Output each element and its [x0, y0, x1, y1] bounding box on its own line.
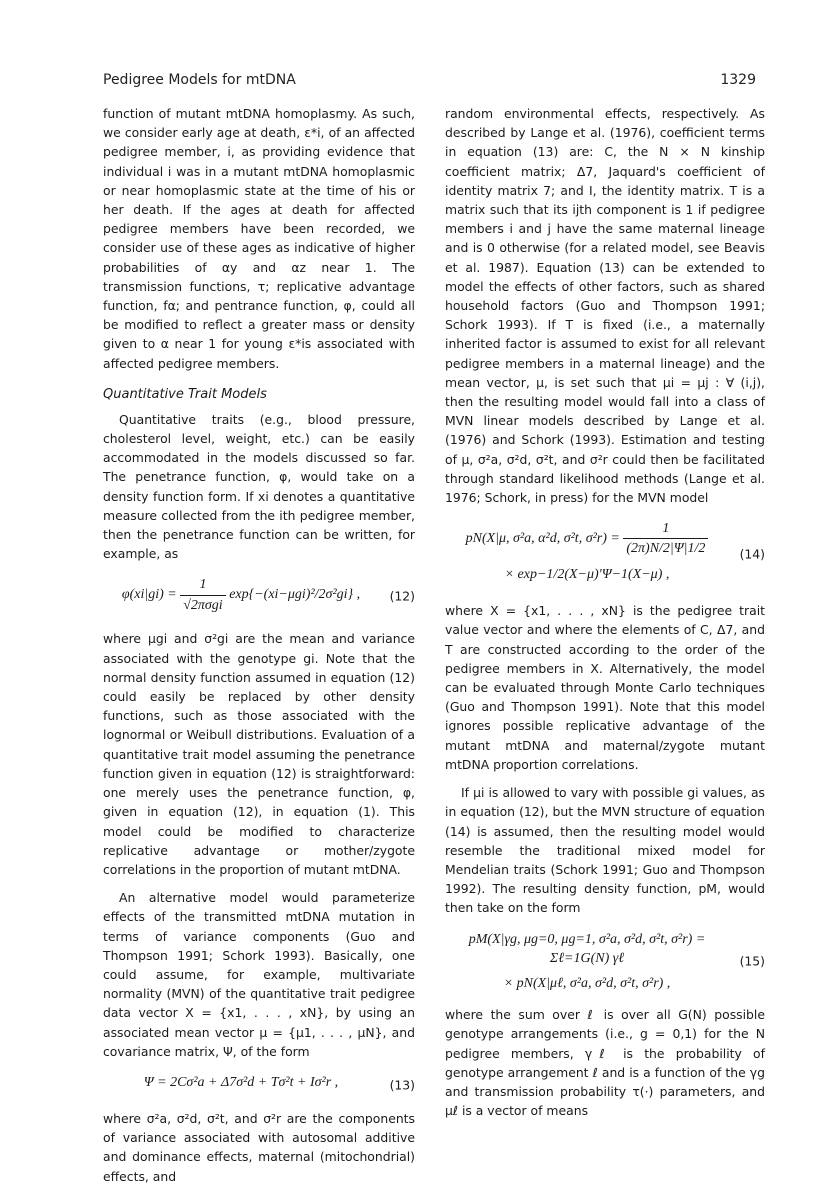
right-paragraph-3: If μi is allowed to vary with possible gi values, as in equation (12), but the MVN structure of equation (14) is assumed, then the resulting model would resemble the traditional mixed model for Mendelian traits (Schork 1991; Guo and Thompson 1992). The resulting density function, pM, would then take on the form — [445, 785, 765, 916]
equation-15-line-1: pM(X|γg, μg=0, μg=1, σ²a, σ²d, σ²t, σ²r) = Σℓ=1G(N) γℓ — [468, 931, 706, 966]
equation-12-denominator: √2πσgi — [183, 597, 223, 613]
right-paragraph-2: where X = {x1, . . . , xN} is the pedigree trait value vector and where the elements of C, Δ7, and T are constructed according to the order of the pedigree members in X. Alternatively, the model can be evaluated through Monte Carlo techniques (Guo and Thompson 1991). Note that this model ignores possible replicative advantage of the mutant mtDNA and maternal/zygote mutant mtDNA proportion correlations. — [445, 603, 765, 772]
page-number: 1329 — [720, 72, 756, 88]
equation-13-expression: Ψ = 2Cσ²a + Δ7σ²d + Tσ²t + Iσ²r , — [143, 1074, 339, 1090]
left-column — [103, 104, 415, 1186]
equation-12-lhs: φ(xi|gi) = — [121, 587, 177, 603]
equation-12-numerator: 1 — [180, 575, 226, 595]
running-head — [103, 72, 756, 92]
left-paragraph-5: where σ²a, σ²d, σ²t, and σ²r are the components of variance associated with autosomal additive and dominance effects, maternal (mitochondrial) effects, and — [103, 1110, 415, 1184]
equation-13 — [103, 1073, 415, 1097]
equation-14-numerator: 1 — [623, 519, 708, 539]
equation-12-rhs: exp{−(xi−μgi)²/2σ²gi} , — [229, 587, 361, 603]
equation-14 — [445, 519, 765, 589]
equation-14-line-2: × exp−1/2(X−μ)′Ψ−1(X−μ) , — [504, 566, 670, 582]
left-paragraph-2: Quantitative traits (e.g., blood pressure, cholesterol level, weight, etc.) can be easily accommodated in the models discussed so far. The penetrance function, φ, would take on a density function form. If xi denotes a quantitative measure collected from the ith pedigree member, then the penetrance function can be written, for example, as — [103, 411, 415, 562]
equation-13-number: (13) — [389, 1077, 415, 1093]
equation-12-number: (12) — [389, 588, 415, 604]
equation-14-number: (14) — [739, 546, 765, 562]
equation-14-lhs: pN(X|μ, σ²a, α²d, σ²t, σ²r) = — [465, 531, 620, 547]
running-title: Pedigree Models for mtDNA — [103, 72, 296, 88]
equation-12 — [103, 575, 415, 617]
equation-15-line-2: × pN(X|μℓ, σ²a, σ²d, σ²t, σ²r) , — [503, 975, 671, 991]
right-paragraph-4: where the sum over ℓ is over all G(N) possible genotype arrangements (i.e., g = 0,1) for the N pedigree members, γℓ is the probability of genotype arrangement ℓ and is a function of the γg and transmission probability τ(·) parameters, and μℓ is a vector of means — [445, 1007, 765, 1119]
equation-15 — [445, 930, 765, 994]
equation-14-fraction — [623, 519, 708, 558]
left-paragraph-4: An alternative model would parameterize effects of the transmitted mtDNA mutation in terms of variance components (Guo and Thompson 1991; Schork 1993). Basically, one could assume, for example, multivariate normality (MVN) of the quantitative trait pedigree data vector X = {x1, . . . , xN}, by using an associated mean vector μ = {μ1, . . . , μN}, and covariance matrix, Ψ, of the form — [103, 890, 415, 1059]
right-paragraph-1: random environmental effects, respectively. As described by Lange et al. (1976), coefficient terms in equation (13) are: C, the N × N kinship coefficient matrix; Δ7, Jaquard's coefficient of identity matrix 7; and I, the identity matrix. T is a matrix such that its ijth component is 1 if pedigree members i and j have the same maternal lineage and is 0 otherwise (for a related model, see Beavis et al. 1987). Equation (13) can be extended to model the effects of other factors, such as shared household factors (Guo and Thompson 1991; Schork 1993). If T is fixed (i.e., a maternally inherited factor is assumed to exist for all relevant pedigree members in a maternal lineage) and the mean vector, μ, is set such that μi = μj : ∀ (i,j), then the resulting model would fall into a class of MVN linear models described by Lange et al. (1976) and Schork (1993). Estimation and testing of μ, σ²a, σ²d, σ²t, and σ²r could then be facilitated through standard likelihood methods (Lange et al. 1976; Schork, in press) for the MVN model — [445, 106, 765, 506]
equation-12-fraction — [180, 575, 226, 614]
left-paragraph-3: where μgi and σ²gi are the mean and variance associated with the genotype gi. Note that the normal density function assumed in equation (12) could easily be replaced by other density functions, such as those associated with the lognormal or Weibull distributions. Evaluation of a quantitative trait model assuming the penetrance function given in equation (12) is straightforward: one merely uses the penetrance function, φ, given in equation (12), in equation (1). This model could be modified to characterize replicative advantage or mother/zygote correlations in the proportion of mutant mtDNA. — [103, 631, 415, 877]
left-paragraph-1: function of mutant mtDNA homoplasmy. As such, we consider early age at death, ε*i, of an affected pedigree member, i, as providing evidence that individual i was in a mutant mtDNA homoplasmic or near homoplasmic state at the time of his or her death. If the ages at death for affected pedigree members have been recorded, we consider use of these ages as indicative of higher probabilities of αy and αz near 1. The transmission functions, τ; replicative advantage function, fα; and pentrance function, φ, could all be modified to reflect a greater mass or density given to α near 1 for young ε*is associated with affected pedigree members. — [103, 106, 415, 371]
equation-14-denominator: (2π)N/2|Ψ|1/2 — [626, 541, 706, 557]
equation-15-number: (15) — [739, 953, 765, 969]
section-heading-quantitative-trait-models: Quantitative Trait Models — [103, 386, 267, 402]
right-column — [445, 104, 765, 1120]
